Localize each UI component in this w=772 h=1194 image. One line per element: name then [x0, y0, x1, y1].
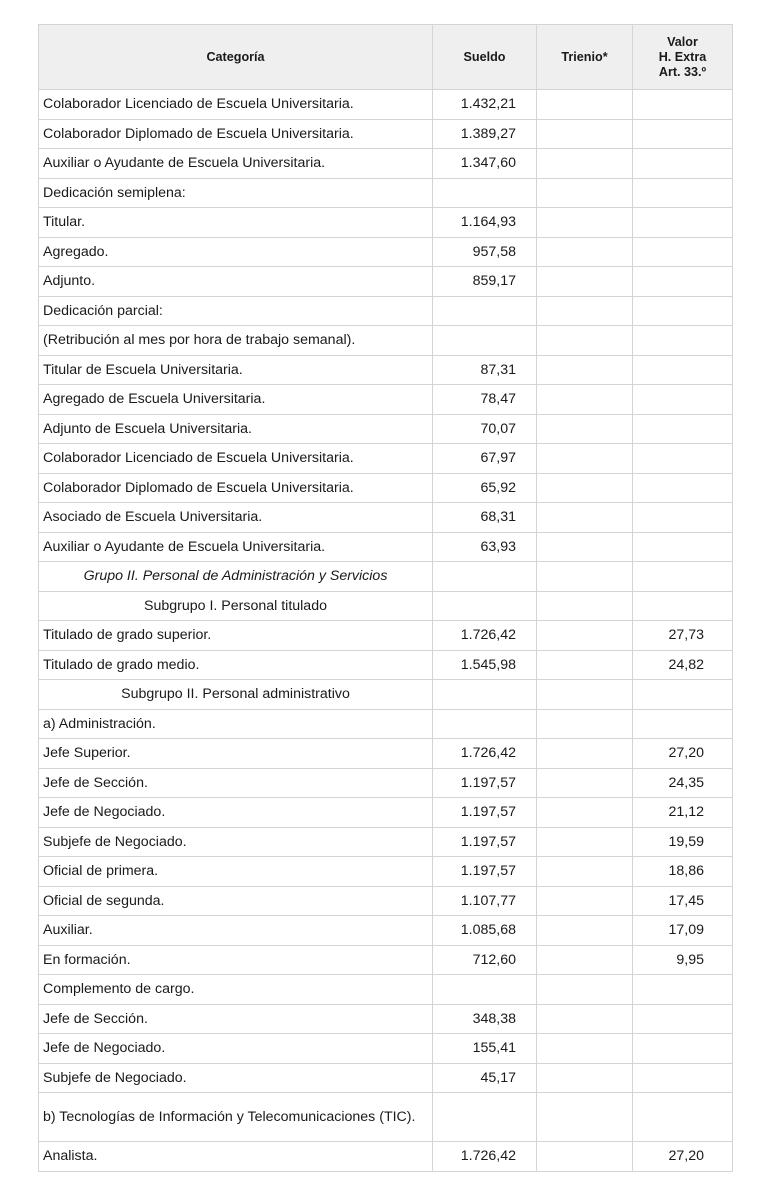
sueldo-cell: 1.726,42 — [433, 621, 537, 651]
valor-cell — [633, 1063, 733, 1093]
table-row — [39, 267, 733, 297]
sueldo-cell: 957,58 — [433, 237, 537, 267]
table-row — [39, 326, 733, 356]
sueldo-cell: 1.545,98 — [433, 650, 537, 680]
table-row — [39, 1063, 733, 1093]
trienio-cell — [537, 1034, 633, 1064]
categoria-cell: Complemento de cargo. — [39, 975, 433, 1005]
valor-cell — [633, 503, 733, 533]
valor-cell — [633, 355, 733, 385]
header-row — [39, 25, 733, 90]
valor-cell — [633, 532, 733, 562]
categoria-cell: a) Administración. — [39, 709, 433, 739]
categoria-cell: Grupo II. Personal de Administración y Servicios — [39, 562, 433, 592]
valor-cell: 17,45 — [633, 886, 733, 916]
table-row — [39, 503, 733, 533]
table-row — [39, 591, 733, 621]
valor-cell — [633, 562, 733, 592]
table-row — [39, 1093, 733, 1142]
trienio-cell — [537, 119, 633, 149]
sueldo-cell: 712,60 — [433, 945, 537, 975]
sueldo-cell: 348,38 — [433, 1004, 537, 1034]
valor-cell: 17,09 — [633, 916, 733, 946]
salary-table-container — [38, 24, 733, 1172]
trienio-cell — [537, 503, 633, 533]
categoria-cell: Colaborador Licenciado de Escuela Universitaria. — [39, 444, 433, 474]
valor-cell — [633, 90, 733, 120]
trienio-cell — [537, 385, 633, 415]
valor-cell — [633, 237, 733, 267]
valor-cell — [633, 1004, 733, 1034]
categoria-cell: Colaborador Licenciado de Escuela Universitaria. — [39, 90, 433, 120]
table-row — [39, 355, 733, 385]
table-header — [39, 25, 733, 90]
sueldo-cell: 1.197,57 — [433, 768, 537, 798]
valor-cell — [633, 208, 733, 238]
categoria-cell: Titular. — [39, 208, 433, 238]
table-row — [39, 1142, 733, 1172]
sueldo-cell: 1.107,77 — [433, 886, 537, 916]
sueldo-cell: 1.085,68 — [433, 916, 537, 946]
trienio-cell — [537, 1142, 633, 1172]
table-row — [39, 857, 733, 887]
sueldo-cell: 45,17 — [433, 1063, 537, 1093]
table-row — [39, 1004, 733, 1034]
valor-cell — [633, 385, 733, 415]
trienio-cell — [537, 296, 633, 326]
sueldo-cell: 1.197,57 — [433, 827, 537, 857]
trienio-cell — [537, 827, 633, 857]
table-row — [39, 827, 733, 857]
header-valor-line1: Valor — [667, 34, 698, 49]
trienio-cell — [537, 90, 633, 120]
table-row — [39, 945, 733, 975]
valor-cell — [633, 414, 733, 444]
trienio-cell — [537, 886, 633, 916]
table-row — [39, 414, 733, 444]
categoria-cell: Dedicación parcial: — [39, 296, 433, 326]
categoria-cell: Jefe de Sección. — [39, 1004, 433, 1034]
table-body — [39, 90, 733, 1172]
sueldo-cell — [433, 562, 537, 592]
categoria-cell: Titular de Escuela Universitaria. — [39, 355, 433, 385]
categoria-cell: (Retribución al mes por hora de trabajo semanal). — [39, 326, 433, 356]
sueldo-cell — [433, 591, 537, 621]
valor-cell — [633, 444, 733, 474]
trienio-cell — [537, 709, 633, 739]
categoria-cell: Titulado de grado medio. — [39, 650, 433, 680]
table-row — [39, 532, 733, 562]
categoria-cell: Adjunto. — [39, 267, 433, 297]
valor-cell: 21,12 — [633, 798, 733, 828]
trienio-cell — [537, 1004, 633, 1034]
trienio-cell — [537, 680, 633, 710]
valor-cell: 18,86 — [633, 857, 733, 887]
table-row — [39, 178, 733, 208]
trienio-cell — [537, 178, 633, 208]
sueldo-cell: 1.389,27 — [433, 119, 537, 149]
header-trienio: Trienio* — [537, 25, 633, 90]
table-row — [39, 208, 733, 238]
trienio-cell — [537, 208, 633, 238]
header-categoria: Categoría — [39, 25, 433, 90]
table-row — [39, 90, 733, 120]
sueldo-cell — [433, 296, 537, 326]
header-sueldo: Sueldo — [433, 25, 537, 90]
table-row — [39, 385, 733, 415]
categoria-cell: Titulado de grado superior. — [39, 621, 433, 651]
categoria-cell: Oficial de segunda. — [39, 886, 433, 916]
sueldo-cell: 63,93 — [433, 532, 537, 562]
table-row — [39, 739, 733, 769]
sueldo-cell — [433, 326, 537, 356]
header-valor-line2: H. Extra — [658, 49, 707, 64]
table-row — [39, 237, 733, 267]
valor-cell — [633, 975, 733, 1005]
categoria-cell: Auxiliar. — [39, 916, 433, 946]
trienio-cell — [537, 473, 633, 503]
categoria-cell: Auxiliar o Ayudante de Escuela Universitaria. — [39, 532, 433, 562]
categoria-cell: Analista. — [39, 1142, 433, 1172]
valor-cell — [633, 326, 733, 356]
table-row — [39, 709, 733, 739]
trienio-cell — [537, 326, 633, 356]
categoria-cell: Colaborador Diplomado de Escuela Universitaria. — [39, 473, 433, 503]
categoria-cell: Subjefe de Negociado. — [39, 1063, 433, 1093]
valor-cell — [633, 149, 733, 179]
trienio-cell — [537, 355, 633, 385]
valor-cell: 27,73 — [633, 621, 733, 651]
valor-cell — [633, 1034, 733, 1064]
trienio-cell — [537, 149, 633, 179]
sueldo-cell: 1.726,42 — [433, 739, 537, 769]
sueldo-cell: 155,41 — [433, 1034, 537, 1064]
trienio-cell — [537, 768, 633, 798]
trienio-cell — [537, 857, 633, 887]
valor-cell: 24,35 — [633, 768, 733, 798]
table-row — [39, 975, 733, 1005]
categoria-cell: Asociado de Escuela Universitaria. — [39, 503, 433, 533]
trienio-cell — [537, 267, 633, 297]
sueldo-cell: 87,31 — [433, 355, 537, 385]
sueldo-cell: 1.164,93 — [433, 208, 537, 238]
table-row — [39, 798, 733, 828]
sueldo-cell: 1.347,60 — [433, 149, 537, 179]
categoria-cell: Jefe de Negociado. — [39, 1034, 433, 1064]
sueldo-cell: 859,17 — [433, 267, 537, 297]
valor-cell: 27,20 — [633, 739, 733, 769]
table-row — [39, 621, 733, 651]
valor-cell — [633, 267, 733, 297]
sueldo-cell: 70,07 — [433, 414, 537, 444]
header-valor-line3: Art. 33.º — [658, 64, 707, 79]
valor-cell — [633, 591, 733, 621]
sueldo-cell — [433, 680, 537, 710]
trienio-cell — [537, 916, 633, 946]
categoria-cell: Auxiliar o Ayudante de Escuela Universitaria. — [39, 149, 433, 179]
header-valor — [633, 25, 733, 90]
sueldo-cell: 1.432,21 — [433, 90, 537, 120]
sueldo-cell: 1.197,57 — [433, 798, 537, 828]
categoria-cell: Adjunto de Escuela Universitaria. — [39, 414, 433, 444]
categoria-cell: Jefe Superior. — [39, 739, 433, 769]
trienio-cell — [537, 798, 633, 828]
trienio-cell — [537, 1063, 633, 1093]
valor-cell — [633, 709, 733, 739]
categoria-cell: Subgrupo I. Personal titulado — [39, 591, 433, 621]
table-row — [39, 119, 733, 149]
sueldo-cell — [433, 975, 537, 1005]
table-row — [39, 916, 733, 946]
sueldo-cell: 68,31 — [433, 503, 537, 533]
valor-cell: 19,59 — [633, 827, 733, 857]
trienio-cell — [537, 237, 633, 267]
trienio-cell — [537, 975, 633, 1005]
table-row — [39, 562, 733, 592]
categoria-cell: b) Tecnologías de Información y Telecomunicaciones (TIC). — [39, 1093, 433, 1142]
categoria-cell: Agregado. — [39, 237, 433, 267]
trienio-cell — [537, 562, 633, 592]
categoria-cell: Oficial de primera. — [39, 857, 433, 887]
sueldo-cell: 65,92 — [433, 473, 537, 503]
categoria-cell: Jefe de Sección. — [39, 768, 433, 798]
table-row — [39, 1034, 733, 1064]
categoria-cell: Dedicación semiplena: — [39, 178, 433, 208]
categoria-cell: Subgrupo II. Personal administrativo — [39, 680, 433, 710]
valor-cell: 9,95 — [633, 945, 733, 975]
valor-cell — [633, 680, 733, 710]
sueldo-cell — [433, 178, 537, 208]
categoria-cell: Colaborador Diplomado de Escuela Universitaria. — [39, 119, 433, 149]
sueldo-cell — [433, 1093, 537, 1142]
categoria-cell: Agregado de Escuela Universitaria. — [39, 385, 433, 415]
trienio-cell — [537, 444, 633, 474]
valor-cell — [633, 473, 733, 503]
categoria-cell: Subjefe de Negociado. — [39, 827, 433, 857]
valor-cell — [633, 1093, 733, 1142]
table-row — [39, 650, 733, 680]
trienio-cell — [537, 621, 633, 651]
table-row — [39, 473, 733, 503]
valor-cell — [633, 119, 733, 149]
table-row — [39, 886, 733, 916]
sueldo-cell: 78,47 — [433, 385, 537, 415]
sueldo-cell: 67,97 — [433, 444, 537, 474]
categoria-cell: En formación. — [39, 945, 433, 975]
trienio-cell — [537, 532, 633, 562]
valor-cell: 24,82 — [633, 650, 733, 680]
valor-cell: 27,20 — [633, 1142, 733, 1172]
categoria-cell: Jefe de Negociado. — [39, 798, 433, 828]
table-row — [39, 444, 733, 474]
valor-cell — [633, 296, 733, 326]
trienio-cell — [537, 414, 633, 444]
trienio-cell — [537, 650, 633, 680]
table-row — [39, 768, 733, 798]
valor-cell — [633, 178, 733, 208]
table-row — [39, 296, 733, 326]
sueldo-cell: 1.726,42 — [433, 1142, 537, 1172]
trienio-cell — [537, 591, 633, 621]
sueldo-cell: 1.197,57 — [433, 857, 537, 887]
trienio-cell — [537, 945, 633, 975]
salary-table — [38, 24, 733, 1172]
table-row — [39, 149, 733, 179]
trienio-cell — [537, 1093, 633, 1142]
sueldo-cell — [433, 709, 537, 739]
table-row — [39, 680, 733, 710]
trienio-cell — [537, 739, 633, 769]
